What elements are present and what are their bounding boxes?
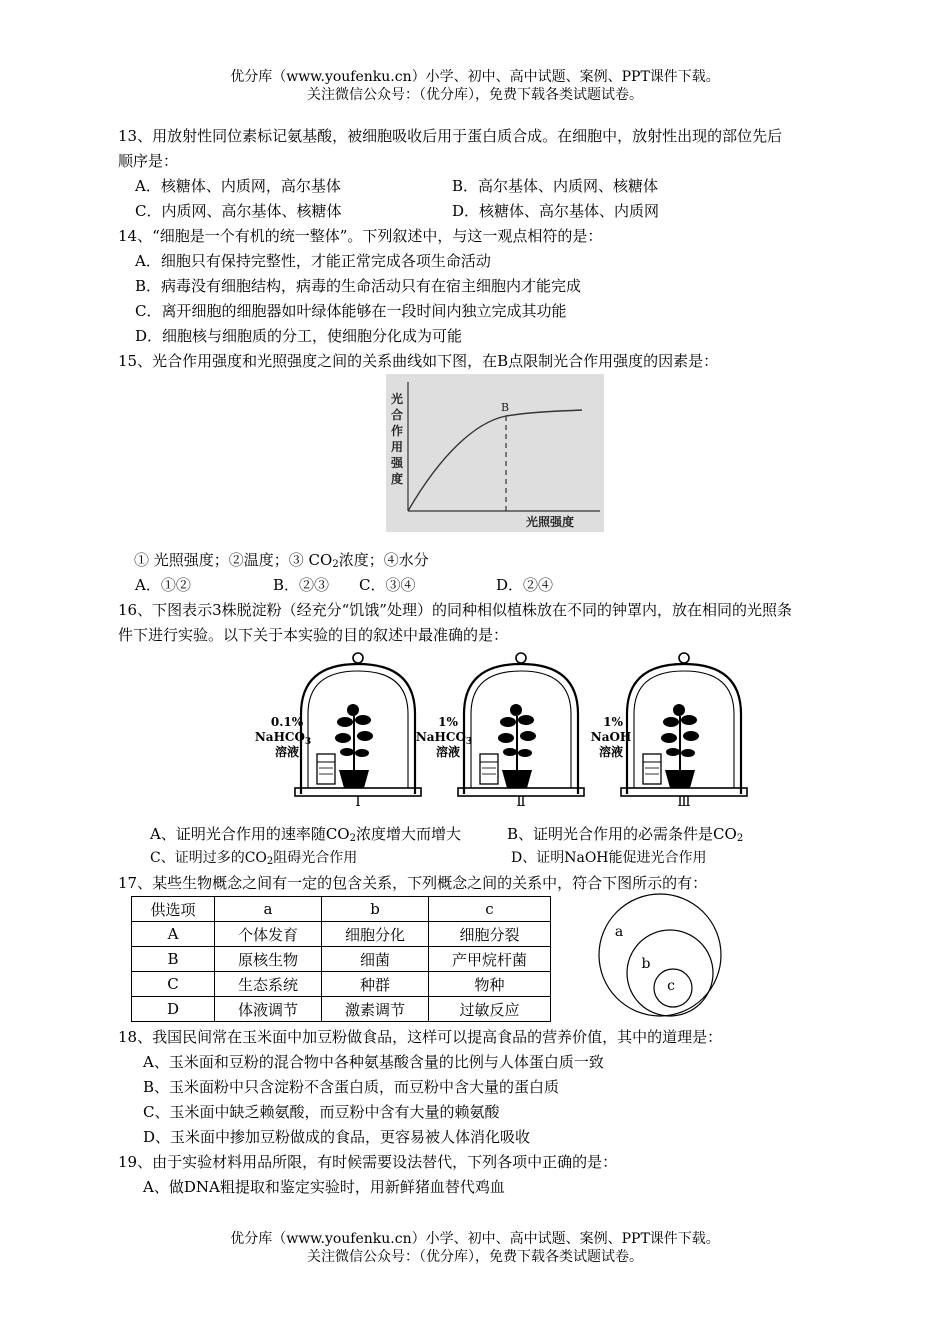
table-header-cell: b bbox=[322, 897, 429, 922]
table-row bbox=[132, 947, 551, 972]
jar-iii bbox=[621, 653, 747, 796]
q16-bell-jar-experiment bbox=[255, 650, 755, 810]
table-header-cell: 供选项 bbox=[132, 897, 215, 922]
q15-ylabel-char: 用 bbox=[391, 440, 404, 454]
jar-ii-label-3: 溶液 bbox=[435, 745, 461, 759]
table-cell: 细菌 bbox=[322, 947, 429, 972]
table-cell: 激素调节 bbox=[322, 997, 429, 1022]
q15-ylabel-char: 强 bbox=[391, 456, 404, 470]
q18-stem: 18、我国民间常在玉米面中加豆粉做食品，这样可以提高食品的营养价值，其中的道理是： bbox=[118, 1028, 723, 1046]
q15-option-a: A．①② bbox=[135, 576, 191, 594]
q16-stem-line-2: 件下进行实验。以下关于本实验的目的叙述中最准确的是： bbox=[118, 626, 509, 644]
q15-option-d: D．②④ bbox=[496, 576, 554, 594]
q16-option-d: D、证明NaOH能促进光合作用 bbox=[511, 850, 707, 866]
q15-ylabel-char: 作 bbox=[391, 424, 404, 438]
q17-stem: 17、某些生物概念之间有一定的包含关系，下列概念之间的关系中，符合下图所示的有： bbox=[118, 874, 708, 892]
page-header-line-1: 优分库（www.youfenku.cn）小学、初中、高中试题、案例、PPT课件下载。 bbox=[230, 69, 720, 85]
table-cell: 过敏反应 bbox=[429, 997, 551, 1022]
q13-stem-line-1: 13、用放射性同位素标记氨基酸，被细胞吸收后用于蛋白质合成。在细胞中，放射性出现的部位先后 bbox=[118, 127, 783, 145]
table-cell: B bbox=[132, 947, 215, 972]
q13-option-c: C．内质网、高尔基体、核糖体 bbox=[135, 202, 342, 220]
jar-ii-roman: Ⅱ bbox=[516, 794, 526, 810]
q16-option-b: B、证明光合作用的必需条件是$CO_2$ bbox=[507, 825, 744, 844]
circle-b-label: b bbox=[641, 956, 651, 972]
q15-option-b: B．②③ bbox=[273, 576, 330, 594]
jar-ii bbox=[458, 653, 584, 796]
q14-option-d: D．细胞核与细胞质的分工，使细胞分化成为可能 bbox=[135, 327, 463, 345]
table-row bbox=[132, 922, 551, 947]
q13-stem-line-2: 顺序是： bbox=[118, 152, 179, 170]
table-cell: 物种 bbox=[429, 972, 551, 997]
table-header-row bbox=[132, 897, 551, 922]
table-header-cell: c bbox=[429, 897, 551, 922]
circle-a-label: a bbox=[614, 924, 624, 940]
q15-option-c: C．③④ bbox=[359, 576, 416, 594]
q15-ylabel-char: 合 bbox=[391, 408, 404, 422]
jar-i bbox=[295, 653, 421, 796]
circle-c-label: c bbox=[667, 978, 675, 994]
q16-option-a: A、证明光合作用的速率随$CO_2$浓度增大而增大 bbox=[150, 825, 461, 844]
q15-ylabel-char: 度 bbox=[391, 472, 404, 486]
jar-iii-roman: Ⅲ bbox=[677, 794, 691, 810]
table-row bbox=[132, 997, 551, 1022]
q15-xlabel: 光照强度 bbox=[526, 515, 575, 529]
q19-option-a: A、做DNA粗提取和鉴定实验时，用新鲜猪血替代鸡血 bbox=[143, 1178, 505, 1196]
page-header-line-2: 关注微信公众号：（优分库），免费下载各类试题试卷。 bbox=[307, 87, 643, 103]
q13-option-a: A．核糖体、内质网，高尔基体 bbox=[135, 177, 341, 195]
table-cell: 细胞分化 bbox=[322, 922, 429, 947]
q16-option-c: C、证明过多的$CO_2$阻碍光合作用 bbox=[150, 850, 358, 867]
circle-a bbox=[599, 894, 721, 1016]
jar-iii-label-3: 溶液 bbox=[598, 745, 624, 759]
q14-stem: 14、“细胞是一个有机的统一整体”。下列叙述中，与这一观点相符的是： bbox=[118, 227, 603, 245]
q18-option-c: C、玉米面中缺乏赖氨酸，而豆粉中含有大量的赖氨酸 bbox=[143, 1103, 500, 1121]
jar-i-label-2: NaHCO$_3$ bbox=[255, 730, 312, 747]
q19-stem: 19、由于实验材料用品所限，有时候需要设法替代，下列各项中正确的是： bbox=[118, 1153, 618, 1171]
table-cell: 细胞分裂 bbox=[429, 922, 551, 947]
page-footer-line-1: 优分库（www.youfenku.cn）小学、初中、高中试题、案例、PPT课件下载。 bbox=[230, 1231, 720, 1247]
q13-option-d: D．核糖体、高尔基体、内质网 bbox=[452, 202, 660, 220]
q18-option-b: B、玉米面粉中只含淀粉不含蛋白质，而豆粉中含大量的蛋白质 bbox=[143, 1078, 560, 1096]
jar-i-label-3: 溶液 bbox=[274, 745, 300, 759]
table-header-cell: a bbox=[215, 897, 322, 922]
q17-options-table bbox=[131, 896, 551, 1022]
q17-nested-circles-diagram bbox=[590, 890, 730, 1020]
q15-stem: 15、光合作用强度和光照强度之间的关系曲线如下图，在B点限制光合作用强度的因素是： bbox=[118, 352, 719, 370]
q15-factors: ① 光照强度；②温度；③ $CO_2$浓度；④水分 bbox=[134, 551, 429, 570]
circle-b bbox=[627, 930, 713, 1016]
table-cell: 个体发育 bbox=[215, 922, 322, 947]
table-cell: D bbox=[132, 997, 215, 1022]
table-row bbox=[132, 972, 551, 997]
q18-option-a: A、玉米面和豆粉的混合物中各种氨基酸含量的比例与人体蛋白质一致 bbox=[143, 1053, 604, 1071]
jar-ii-label-2: NaHCO$_3$ bbox=[415, 730, 473, 747]
q14-option-c: C．离开细胞的细胞器如叶绿体能够在一段时间内独立完成其功能 bbox=[135, 302, 567, 320]
jar-i-label-1: 0.1% bbox=[270, 715, 304, 729]
table-cell: 产甲烷杆菌 bbox=[429, 947, 551, 972]
q16-stem-line-1: 16、下图表示3株脱淀粉（经充分“饥饿”处理）的同种相似植株放在不同的钟罩内，放在相同的光照条 bbox=[118, 601, 792, 619]
q15-light-photosynthesis-graph bbox=[386, 374, 604, 532]
jar-iii-label-2: NaOH bbox=[590, 730, 632, 744]
table-cell: C bbox=[132, 972, 215, 997]
page-footer-line-2: 关注微信公众号：（优分库），免费下载各类试题试卷。 bbox=[307, 1249, 643, 1265]
jar-iii-label-1: 1% bbox=[603, 715, 623, 729]
jar-ii-label-1: 1% bbox=[438, 715, 458, 729]
jar-i-roman: Ⅰ bbox=[355, 794, 361, 810]
table-cell: 生态系统 bbox=[215, 972, 322, 997]
table-cell: A bbox=[132, 922, 215, 947]
q18-option-d: D、玉米面中掺加豆粉做成的食品，更容易被人体消化吸收 bbox=[143, 1128, 531, 1146]
q15-point-b-label: B bbox=[501, 401, 510, 414]
q14-option-b: B．病毒没有细胞结构，病毒的生命活动只有在宿主细胞内才能完成 bbox=[135, 277, 582, 295]
q14-option-a: A．细胞只有保持完整性，才能正常完成各项生命活动 bbox=[135, 252, 491, 270]
q15-ylabel-char: 光 bbox=[391, 392, 404, 406]
table-cell: 种群 bbox=[322, 972, 429, 997]
table-cell: 体液调节 bbox=[215, 997, 322, 1022]
table-cell: 原核生物 bbox=[215, 947, 322, 972]
q13-option-b: B．高尔基体、内质网、核糖体 bbox=[452, 177, 659, 195]
